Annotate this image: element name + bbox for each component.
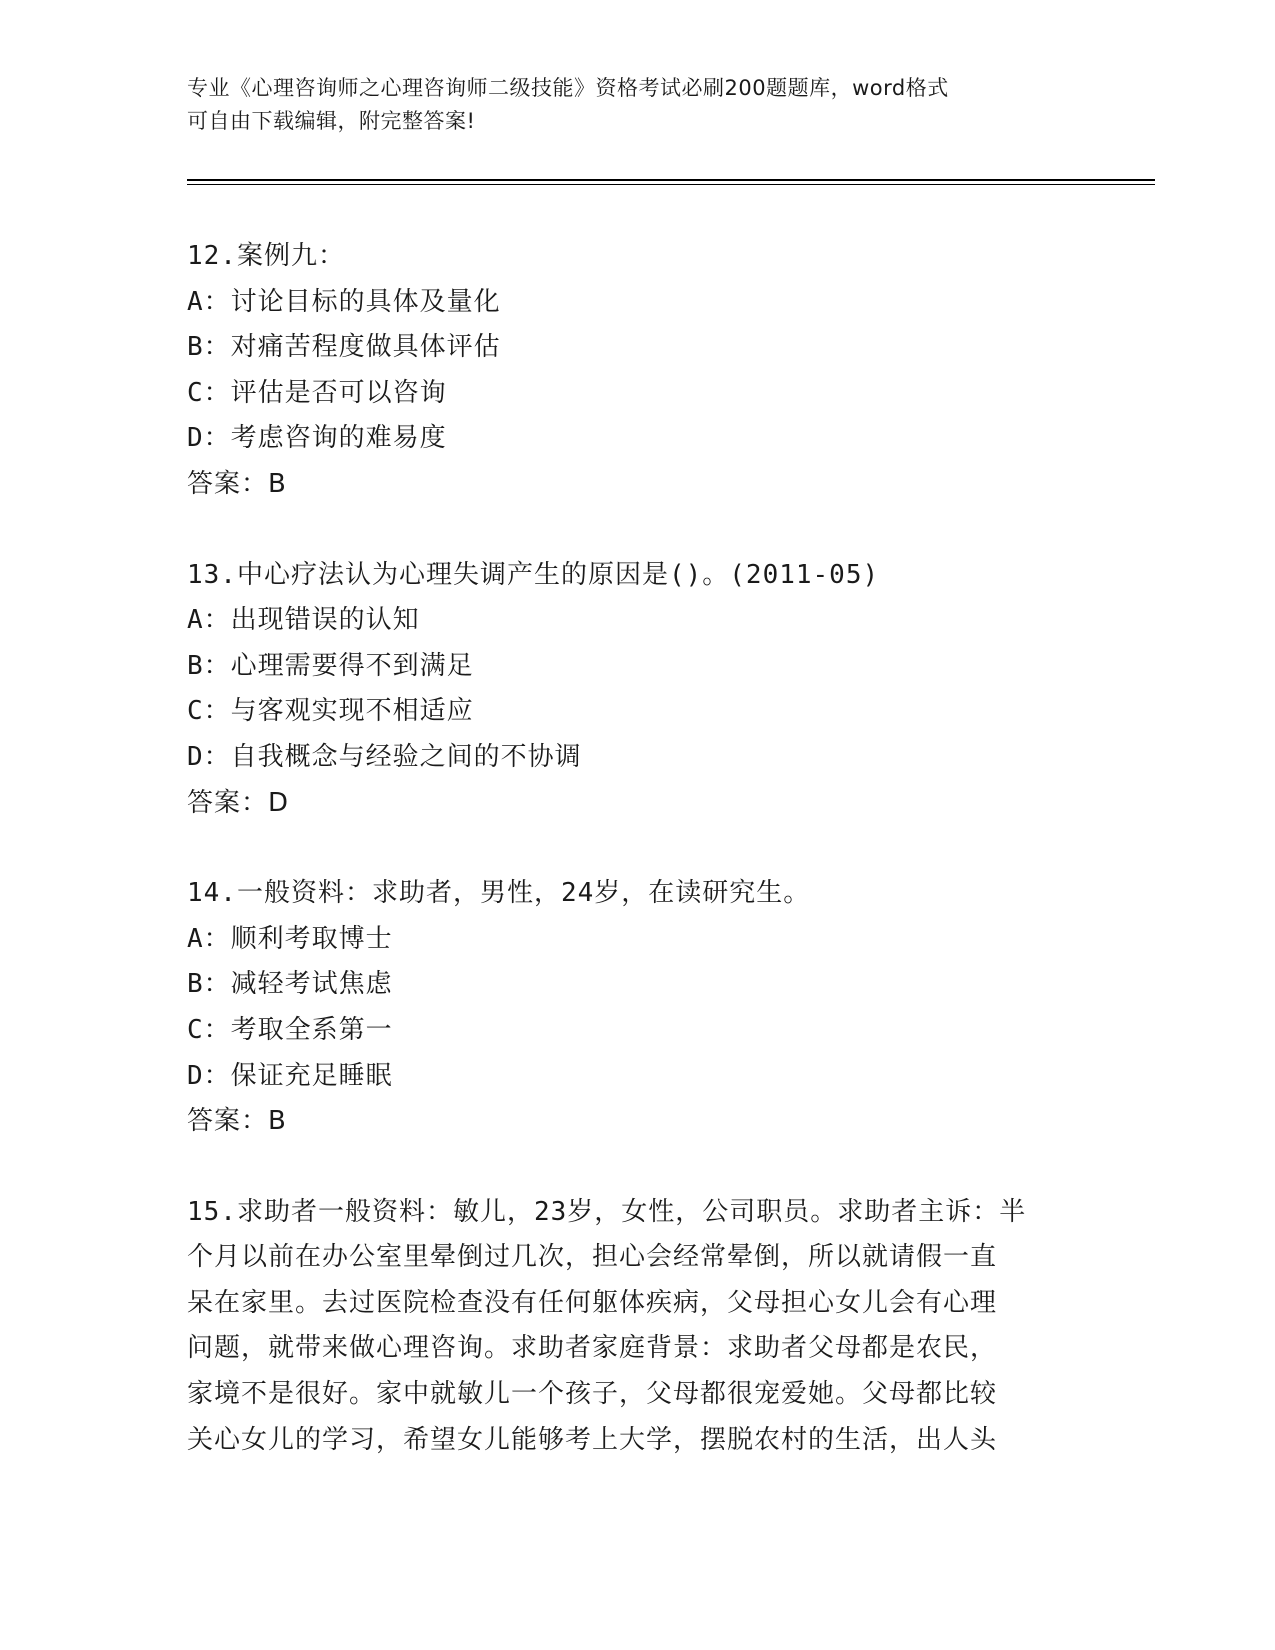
header-divider-thick <box>187 179 1155 181</box>
option-c: C：评估是否可以咨询 <box>187 377 447 408</box>
option-d: D：考虑咨询的难易度 <box>187 423 447 454</box>
answer-label: 答案：B <box>187 468 287 499</box>
paragraph-line: 个月以前在办公室里晕倒过几次，担心会经常晕倒，所以就请假一直 <box>187 1242 998 1273</box>
answer-label: 答案：B <box>187 1106 287 1137</box>
question-stem: 12.案例九： <box>187 241 345 271</box>
question-list <box>187 234 1087 1463</box>
header-line-1: 专业《心理咨询师之心理咨询师二级技能》资格考试必刷200题题库，word格式 <box>187 76 949 100</box>
paragraph-line: 家境不是很好。家中就敏儿一个孩子，父母都很宠爱她。父母都比较 <box>187 1379 998 1410</box>
question-14 <box>187 871 1087 1145</box>
option-d: D：自我概念与经验之间的不协调 <box>187 741 582 772</box>
option-a: A：讨论目标的具体及量化 <box>187 286 501 317</box>
option-c: C：考取全系第一 <box>187 1014 393 1045</box>
question-stem: 13.中心疗法认为心理失调产生的原因是()。(2011-05) <box>187 559 880 590</box>
option-c: C：与客观实现不相适应 <box>187 696 474 727</box>
paragraph-line: 15.求助者一般资料：敏儿，23岁，女性，公司职员。求助者主诉：半 <box>187 1196 1027 1227</box>
document-header <box>187 72 1067 138</box>
option-b: B：减轻考试焦虑 <box>187 969 393 1000</box>
header-divider-thin <box>187 184 1155 185</box>
option-d: D：保证充足睡眠 <box>187 1060 393 1091</box>
question-15 <box>187 1190 1087 1464</box>
option-a: A：顺利考取博士 <box>187 923 393 954</box>
option-b: B：心理需要得不到满足 <box>187 650 474 681</box>
question-stem: 14.一般资料：求助者，男性，24岁，在读研究生。 <box>187 878 811 909</box>
question-12 <box>187 234 1087 508</box>
option-b: B：对痛苦程度做具体评估 <box>187 332 501 363</box>
question-13 <box>187 553 1087 827</box>
paragraph-line: 问题，就带来做心理咨询。求助者家庭背景：求助者父母都是农民， <box>187 1333 998 1364</box>
option-a: A：出现错误的认知 <box>187 605 420 636</box>
paragraph-line: 呆在家里。去过医院检查没有任何躯体疾病，父母担心女儿会有心理 <box>187 1287 998 1318</box>
header-line-2: 可自由下载编辑，附完整答案! <box>187 109 476 133</box>
paragraph-line: 关心女儿的学习，希望女儿能够考上大学，摆脱农村的生活，出人头 <box>187 1424 998 1455</box>
answer-label: 答案：D <box>187 787 290 818</box>
